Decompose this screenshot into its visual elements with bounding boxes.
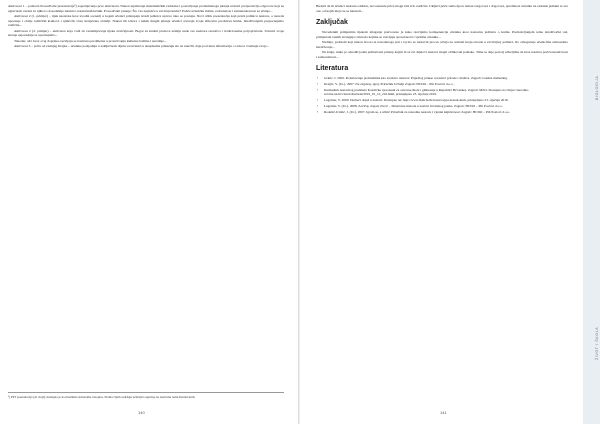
right-body-text [316, 4, 568, 116]
paragraph: Aktivnost 3 – priča od zadnjeg štrajka – učenike posljednju u zaključnom dijelu sat učenici u skupinama prikazuju što su naučili, daju povratnu informaciju o radu te vrednuju svoje... [14, 44, 270, 48]
bullet-icon: • [317, 98, 319, 103]
footnote: ¹) PPT prezentacija (41 slajd) dostupna je na mrežnim stranicama časopisa. Prema čijem sadržaju učiteljica upućuje na nastavnu temu Krušni kruh. [8, 392, 284, 399]
left-body-text [8, 4, 284, 50]
bibliography-item [316, 104, 568, 108]
paragraph: Aktivnost 2 (1. primjer) – tijek nastavka kroz uvodni scenarij u kojem učenici pristupaju izradi jedinica upravo tako se postupa. Novi oblik prezentacije koji pruža jedinicu nastave, a razreda upoznaje i obilje različitih kruhova i njihovih vrsta kraljevska obitelji. Nakon tih izbora i nekih drugih pitanja učenici stvaraju svoju slikovnu predstavu kruha. Istraživanjem prepoznajemo različite... [8, 14, 284, 27]
bullet-icon: • [317, 110, 319, 115]
side-label-top: BIOLOGIJA [595, 75, 599, 100]
bibliography-text: Grinić, I. 2002. Podučavanje problemima kao sredstvo nastave: Prijedlog prakse u nastavi prirode i društva. Zagreb: Golden marketing. [324, 76, 508, 80]
paragraph: Na kraju, teško je odrediti jedan jedinstveni pristup kojim bi se svi dijelovi nastave mogli oblikovati jednako. Time se daje poticaj učiteljima da kroz nastavu potiču kreativnost i samostalnost... [316, 50, 568, 59]
conclusion-heading: Zaključak [316, 19, 348, 26]
paragraph: Nadalje, problem koji nakon izvora iz navedenoga jest i taj što se nastavni proces odvija na samom kraju obrade u zavičajnoj jedinici, što omogućuje učenicima samostalno istraživanje... [316, 40, 568, 49]
side-label-bottom: ŽIVOT I ŠKOLA [595, 326, 599, 360]
left-page [0, 0, 298, 424]
bibliography-item [316, 82, 568, 86]
bibliography-text: Lugomer, V. (Ur.). 2008. Zavičaj, događ, život! – Drustvene metode u nastavi hrvatskog jezika. Zagreb: HCDO – Pili Poslovi d.o.o. [324, 104, 503, 109]
bullet-icon: • [317, 76, 319, 80]
page-number-right: 141 [440, 410, 447, 415]
bullet-icon: • [317, 88, 319, 92]
paragraph: Aktivnost 1 – pomoću PowerPoint prezentacije¹) zapošljavanja prve aktivnosti. Nakon ispitivanja matematičkih zadataka i postavljanja problemskoga pitanja učenici pretpostavlja odgovore koji su uglavnom vezani za njihovo dosadašnje iskustvo narančanih kršnih. PowerPoint pitanje: Što vas najčešće u zavičaju kruha? Potiče učeničku maštu, radoznalost i zainteresiranost za učenje... [8, 4, 284, 13]
bibliography-text: Rodešić-Ivinlić, J. (Ur.). 2007. Igram se, a učim! Priručnik za razrednu nastavu i vjerski književnost: Zagreb: HCDO – Pili Poslovi d.o.o. [324, 110, 510, 115]
bullet-icon: • [317, 104, 319, 109]
bibliography-item [316, 98, 568, 102]
bibliography-item [316, 110, 568, 114]
paragraph: Budući da ih učenici nastanu odabiru, novonastale priče mogu biti vrlo različite. Uključi priče sama djeca nakon razgovora i dogovora, spremnost učenika na zadatak jednaki te sve ono od kojih ideja su se iskazali... [316, 4, 568, 13]
bibliography-list [316, 76, 568, 115]
page-number-left: 140 [138, 410, 145, 415]
bullet-icon: • [317, 82, 319, 86]
bibliography-text: Kurikulum nastavnog predmeta Katoličke vjeronauk za osnovne škole i gimnazije u Republici Hrvatskoj. Zagreb: MZO. Dostupno na: https://narodne-novine.nn.hr/clanci/sluzbeni/2019_01_10_216.html, pristupljeno 23. siječnja 2019. [324, 88, 529, 97]
paragraph: Aktivnost 2 (2. primjer) – aktivnost koja vodi do razumijevanja tijeka zavičajnosti. Bogat za krušni plodove zemlje nude sve nadzore ratarstva i tradicionalne poljoprivrede. Učenici svoje znanje uspoređuju sa spoznajama... [8, 28, 284, 37]
paragraph: Također, ali i kroz ovaj doprinos razvijaju se nastavna predmetna u proučavanju kulturne baštine i suradnje... [14, 38, 167, 43]
bibliography-text: Lugomer, V. 2000. Domaći objed u nastavi. Dostupno na: http://www.fkzh.hr/hr/nastava/ppt-krusni-kruh, pristupljeno 23. siječnja 2019. [324, 98, 509, 103]
bibliography-item [316, 76, 568, 80]
bibliography-text: Kraljić, V. (Ur.). 2007. Ne zagrizaj, igraj. Priručnik Učitelji Zagreb: HCDO – Pili Poslovi d.o.o. [324, 82, 454, 86]
paragraph: Navedenim primjerima tijekom izlaganja pretvoreno je kako razvijamo kompetencije učenika kroz nastavnu jedinicu o kruhu. Predstavljanjem tema istraživački rad, primjenom raznih strategija i metoda kojima se razvijaju sposobnosti i vještine učenika... [316, 30, 568, 39]
bibliography-item [316, 88, 568, 97]
bibliography-heading: Literatura [316, 65, 349, 72]
